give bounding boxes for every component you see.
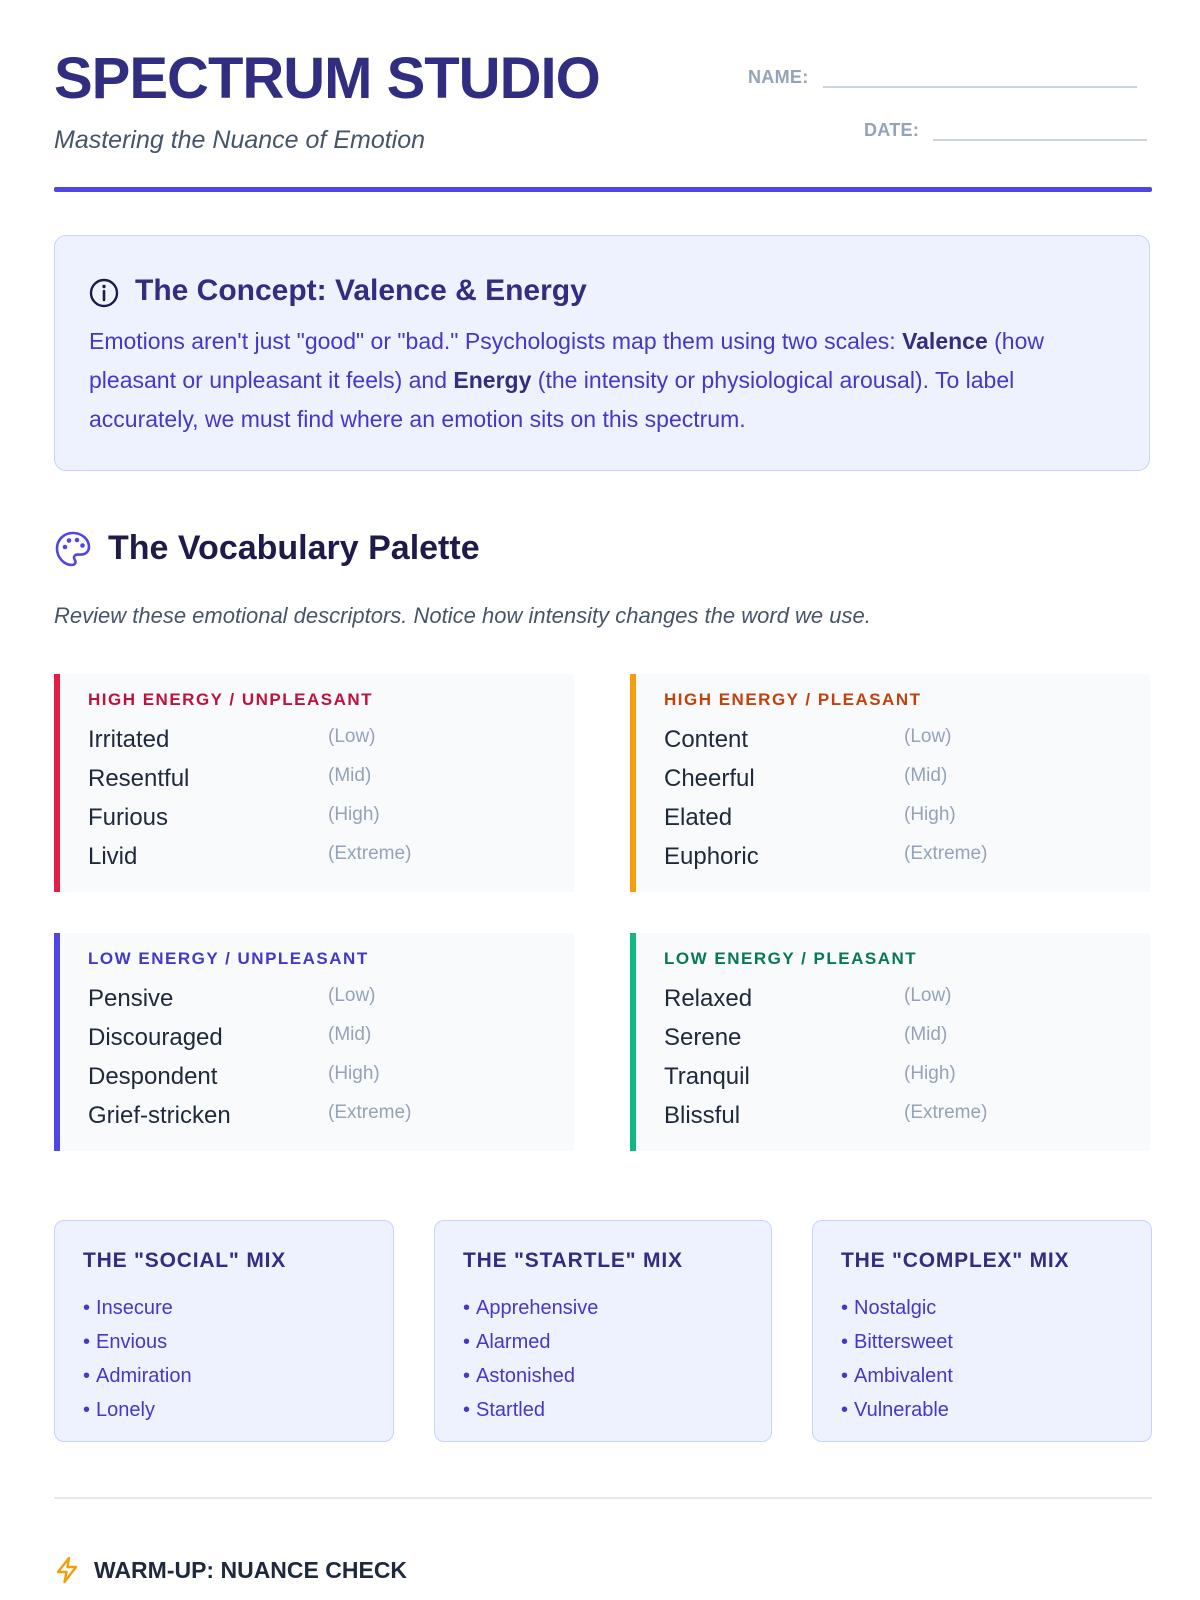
mix-title: THE "COMPLEX" MIX: [841, 1249, 1070, 1272]
vocabulary-instruction: Review these emotional descriptors. Notice how intensity changes the word we use.: [54, 603, 871, 628]
intensity-level: (Low): [904, 985, 952, 1006]
word-row: [664, 985, 1144, 1021]
page-subtitle: Mastering the Nuance of Emotion: [54, 126, 426, 154]
intensity-level: (High): [328, 804, 380, 825]
emotion-word: Serene: [664, 1024, 742, 1051]
emotion-word: Euphoric: [664, 843, 759, 870]
emotion-word: Elated: [664, 804, 733, 831]
list-item: • Apprehensive: [463, 1291, 598, 1325]
emotion-word: Livid: [88, 843, 138, 870]
page-title: SPECTRUM STUDIO: [54, 46, 600, 111]
list-item: • Nostalgic: [841, 1291, 953, 1325]
intensity-level: (Mid): [328, 765, 372, 786]
word-row: [88, 985, 568, 1021]
quadrant-title: LOW ENERGY / UNPLEASANT: [88, 949, 369, 968]
word-row: [88, 765, 568, 801]
concept-text-part: (the intensity or physiological arousal). To label accurately, we must find where an emotion sits on this spectrum.: [89, 367, 1015, 432]
complex-mix-box: [812, 1220, 1152, 1442]
emotion-word: Furious: [88, 804, 169, 831]
intensity-level: (Extreme): [904, 843, 988, 864]
word-row: [664, 726, 1144, 762]
quadrant-low-energy-pleasant: [630, 933, 1150, 1151]
warmup-title: WARM-UP: NUANCE CHECK: [94, 1557, 408, 1583]
quadrant-title: HIGH ENERGY / PLEASANT: [664, 690, 922, 709]
energy-term: Energy: [453, 367, 532, 393]
quadrant-low-energy-unpleasant: [54, 933, 574, 1151]
intensity-level: (High): [328, 1063, 380, 1084]
list-item: • Vulnerable: [841, 1393, 953, 1427]
list-item: • Bittersweet: [841, 1325, 953, 1359]
mix-list: [841, 1291, 953, 1427]
palette-icon: [54, 530, 92, 568]
list-item: • Envious: [83, 1325, 192, 1359]
intensity-level: (High): [904, 1063, 956, 1084]
date-label: DATE:: [864, 120, 920, 140]
social-mix-box: [54, 1220, 394, 1442]
intensity-level: (High): [904, 804, 956, 825]
intensity-level: (Extreme): [328, 843, 412, 864]
intensity-level: (Mid): [904, 765, 948, 786]
startle-mix-box: [434, 1220, 772, 1442]
name-field[interactable]: [748, 60, 1137, 88]
concept-text-part: Emotions aren't just "good" or "bad." Psychologists map them using two scales:: [89, 328, 903, 354]
intensity-level: (Low): [904, 726, 952, 747]
concept-text-part: (how pleasant or unpleasant it feels) and: [89, 328, 1044, 393]
valence-term: Valence: [902, 328, 988, 354]
header-divider: [54, 187, 1152, 192]
emotion-word: Content: [664, 726, 749, 753]
list-item: • Insecure: [83, 1291, 192, 1325]
word-row: [664, 1063, 1144, 1099]
emotion-word: Cheerful: [664, 765, 755, 792]
mix-title: THE "SOCIAL" MIX: [83, 1249, 287, 1272]
quadrant-high-energy-pleasant: [630, 674, 1150, 892]
quadrant-high-energy-unpleasant: [54, 674, 574, 892]
intensity-level: (Low): [328, 985, 376, 1006]
list-item: • Startled: [463, 1393, 598, 1427]
date-input-line[interactable]: [933, 113, 1147, 141]
intensity-level: (Low): [328, 726, 376, 747]
intensity-level: (Mid): [904, 1024, 948, 1045]
word-row: [88, 843, 568, 879]
word-row: [88, 1024, 568, 1060]
mix-title: THE "STARTLE" MIX: [463, 1249, 683, 1272]
intensity-level: (Extreme): [904, 1102, 988, 1123]
word-row: [664, 804, 1144, 840]
word-row: [664, 765, 1144, 801]
emotion-word: Discouraged: [88, 1024, 223, 1051]
emotion-word: Grief-stricken: [88, 1102, 231, 1129]
concept-title: The Concept: Valence & Energy: [135, 274, 587, 307]
quadrant-title: HIGH ENERGY / UNPLEASANT: [88, 690, 374, 709]
concept-box: [54, 235, 1150, 471]
word-row: [88, 1063, 568, 1099]
list-item: • Lonely: [83, 1393, 192, 1427]
emotion-word: Tranquil: [664, 1063, 750, 1090]
word-row: [88, 726, 568, 762]
quadrant-title: LOW ENERGY / PLEASANT: [664, 949, 918, 968]
mix-list: [83, 1291, 192, 1427]
intensity-level: (Mid): [328, 1024, 372, 1045]
word-row: [664, 1102, 1144, 1138]
name-label: NAME:: [748, 67, 809, 87]
emotion-word: Resentful: [88, 765, 190, 792]
list-item: • Admiration: [83, 1359, 192, 1393]
intensity-level: (Extreme): [328, 1102, 412, 1123]
emotion-word: Despondent: [88, 1063, 218, 1090]
emotion-word: Irritated: [88, 726, 170, 753]
word-row: [664, 843, 1144, 879]
list-item: • Astonished: [463, 1359, 598, 1393]
concept-text: [89, 322, 1119, 439]
lightning-bolt-icon: [54, 1556, 80, 1584]
vocabulary-title: The Vocabulary Palette: [108, 529, 480, 567]
word-row: [88, 1102, 568, 1138]
word-row: [88, 804, 568, 840]
emotion-word: Relaxed: [664, 985, 753, 1012]
list-item: • Ambivalent: [841, 1359, 953, 1393]
date-field[interactable]: [864, 113, 1147, 141]
emotion-word: Pensive: [88, 985, 174, 1012]
mix-list: [463, 1291, 598, 1427]
name-input-line[interactable]: [823, 60, 1137, 88]
info-icon: [89, 278, 119, 308]
list-item: • Alarmed: [463, 1325, 598, 1359]
emotion-word: Blissful: [664, 1102, 741, 1129]
word-row: [664, 1024, 1144, 1060]
section-divider: [54, 1497, 1152, 1499]
